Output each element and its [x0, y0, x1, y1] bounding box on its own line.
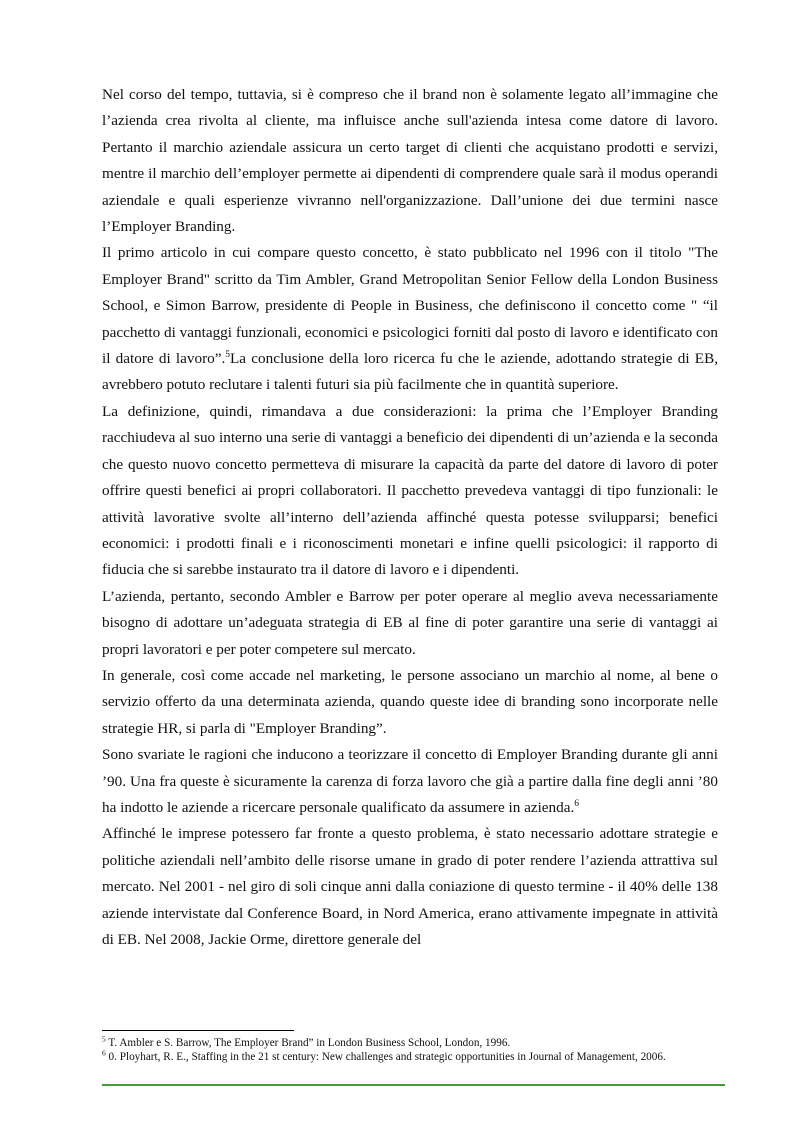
footnote-text: T. Ambler e S. Barrow, The Employer Brand” in London Business School, London, 1996. [108, 1037, 511, 1049]
paragraph-reasons [102, 742, 718, 821]
paragraph-strategies: Affinché le imprese potessero far fronte a questo problema, è stato necessario adottare strategie e politiche aziendali nell’ambito delle risorse umane in grado di poter rendere l’azienda attrattiva sul mercato. Nel 2001 - nel giro di soli cinque anni dalla coniazione di questo termine - il 40% delle 138 aziende intervistate dal Conference Board, in Nord America, erano attivamente impegnate in attività di EB. Nel 2008, Jackie Orme, direttore generale del [102, 825, 718, 948]
body-text [102, 82, 718, 953]
footnote-number: 6 [102, 1048, 106, 1058]
paragraph-first-article [102, 240, 718, 398]
footer-rule [102, 1084, 725, 1086]
footnote-number: 5 [102, 1034, 106, 1044]
footnote-ref-5[interactable]: 5 [225, 350, 231, 360]
footnote-separator [102, 1030, 294, 1031]
paragraph-marketing: In generale, così come accade nel marketing, le persone associano un marchio al nome, al bene o servizio offerto da una determinata azienda, quando queste idee di branding sono incorporate nelle strategie HR, si parla di "Employer Branding”. [102, 666, 718, 737]
paragraph-definition: La definizione, quindi, rimandava a due considerazioni: la prima che l’Employer Branding racchiudeva al suo interno una serie di vantaggi a beneficio dei dipendenti di un’azienda e la seconda che questo nuovo concetto permetteva di misurare la capacità da parte del datore di lavoro di poter offrire questi benefici ai propri collaboratori. Il pacchetto prevedeva vantaggi di tipo funzionali: le attività lavorative svolte all’interno dell’azienda affinché questa potesse svilupparsi; benefici economici: i prodotti finali e i riconoscimenti monetari e infine quelli psicologici: il rapporto di fiducia che si sarebbe instaurato tra il datore di lavoro e i dipendenti. [102, 402, 718, 579]
paragraph-brand-evolution: Nel corso del tempo, tuttavia, si è compreso che il brand non è solamente legato all’immagine che l’azienda crea rivolta al cliente, ma influisce anche sull'azienda intesa come datore di lavoro. Pertanto il marchio aziendale assicura un certo target di clienti che acquistano prodotti e servizi, mentre il marchio dell’employer permette ai dipendenti di comprendere quale sarà il modus operandi aziendale e quali esperienze vivranno nell'organizzazione. Dall’unione dei due termini nasce l’Employer Branding. [102, 86, 718, 236]
footnote-6 [102, 1050, 718, 1064]
paragraph-text: Il primo articolo in cui compare questo concetto, è stato pubblicato nel 1996 con il titolo "The Employer Brand" scritto da Tim Ambler, Grand Metropolitan Senior Fellow della London Business School, e Simon Barrow, presidente di People in Business, che definiscono il concetto come " “il pacchetto di vantaggi funzionali, economici e psicologici forniti dal posto di lavoro e identificato con il datore di lavoro”. [102, 244, 718, 368]
paragraph-ambler-barrow: L’azienda, pertanto, secondo Ambler e Barrow per poter operare al meglio aveva necessariamente bisogno di adottare un’adeguata strategia di EB al fine di poter garantire una serie di vantaggi ai propri lavoratori e per poter competere sul mercato. [102, 587, 718, 658]
paragraph-text: Sono svariate le ragioni che inducono a teorizzare il concetto di Employer Branding durante gli anni ’90. Una fra queste è sicuramente la carenza di forza lavoro che già a partire dalla fine degli anni ’80 ha indotto le aziende a ricercare personale qualificato da assumere in azienda. [102, 746, 718, 816]
footnotes [102, 1036, 718, 1064]
footnote-text: 0. Ployhart, R. E., Staffing in the 21 st century: New challenges and strategic opportunities in Journal of Management, 2006. [108, 1051, 666, 1064]
footnote-ref-6[interactable]: 6 [574, 798, 580, 809]
paragraph-text: La conclusione della loro ricerca fu che le aziende, adottando strategie di EB, avrebbero potuto reclutare i talenti futuri sia più facilmente che in quantità superiore. [102, 350, 718, 394]
footnote-5 [102, 1036, 718, 1050]
